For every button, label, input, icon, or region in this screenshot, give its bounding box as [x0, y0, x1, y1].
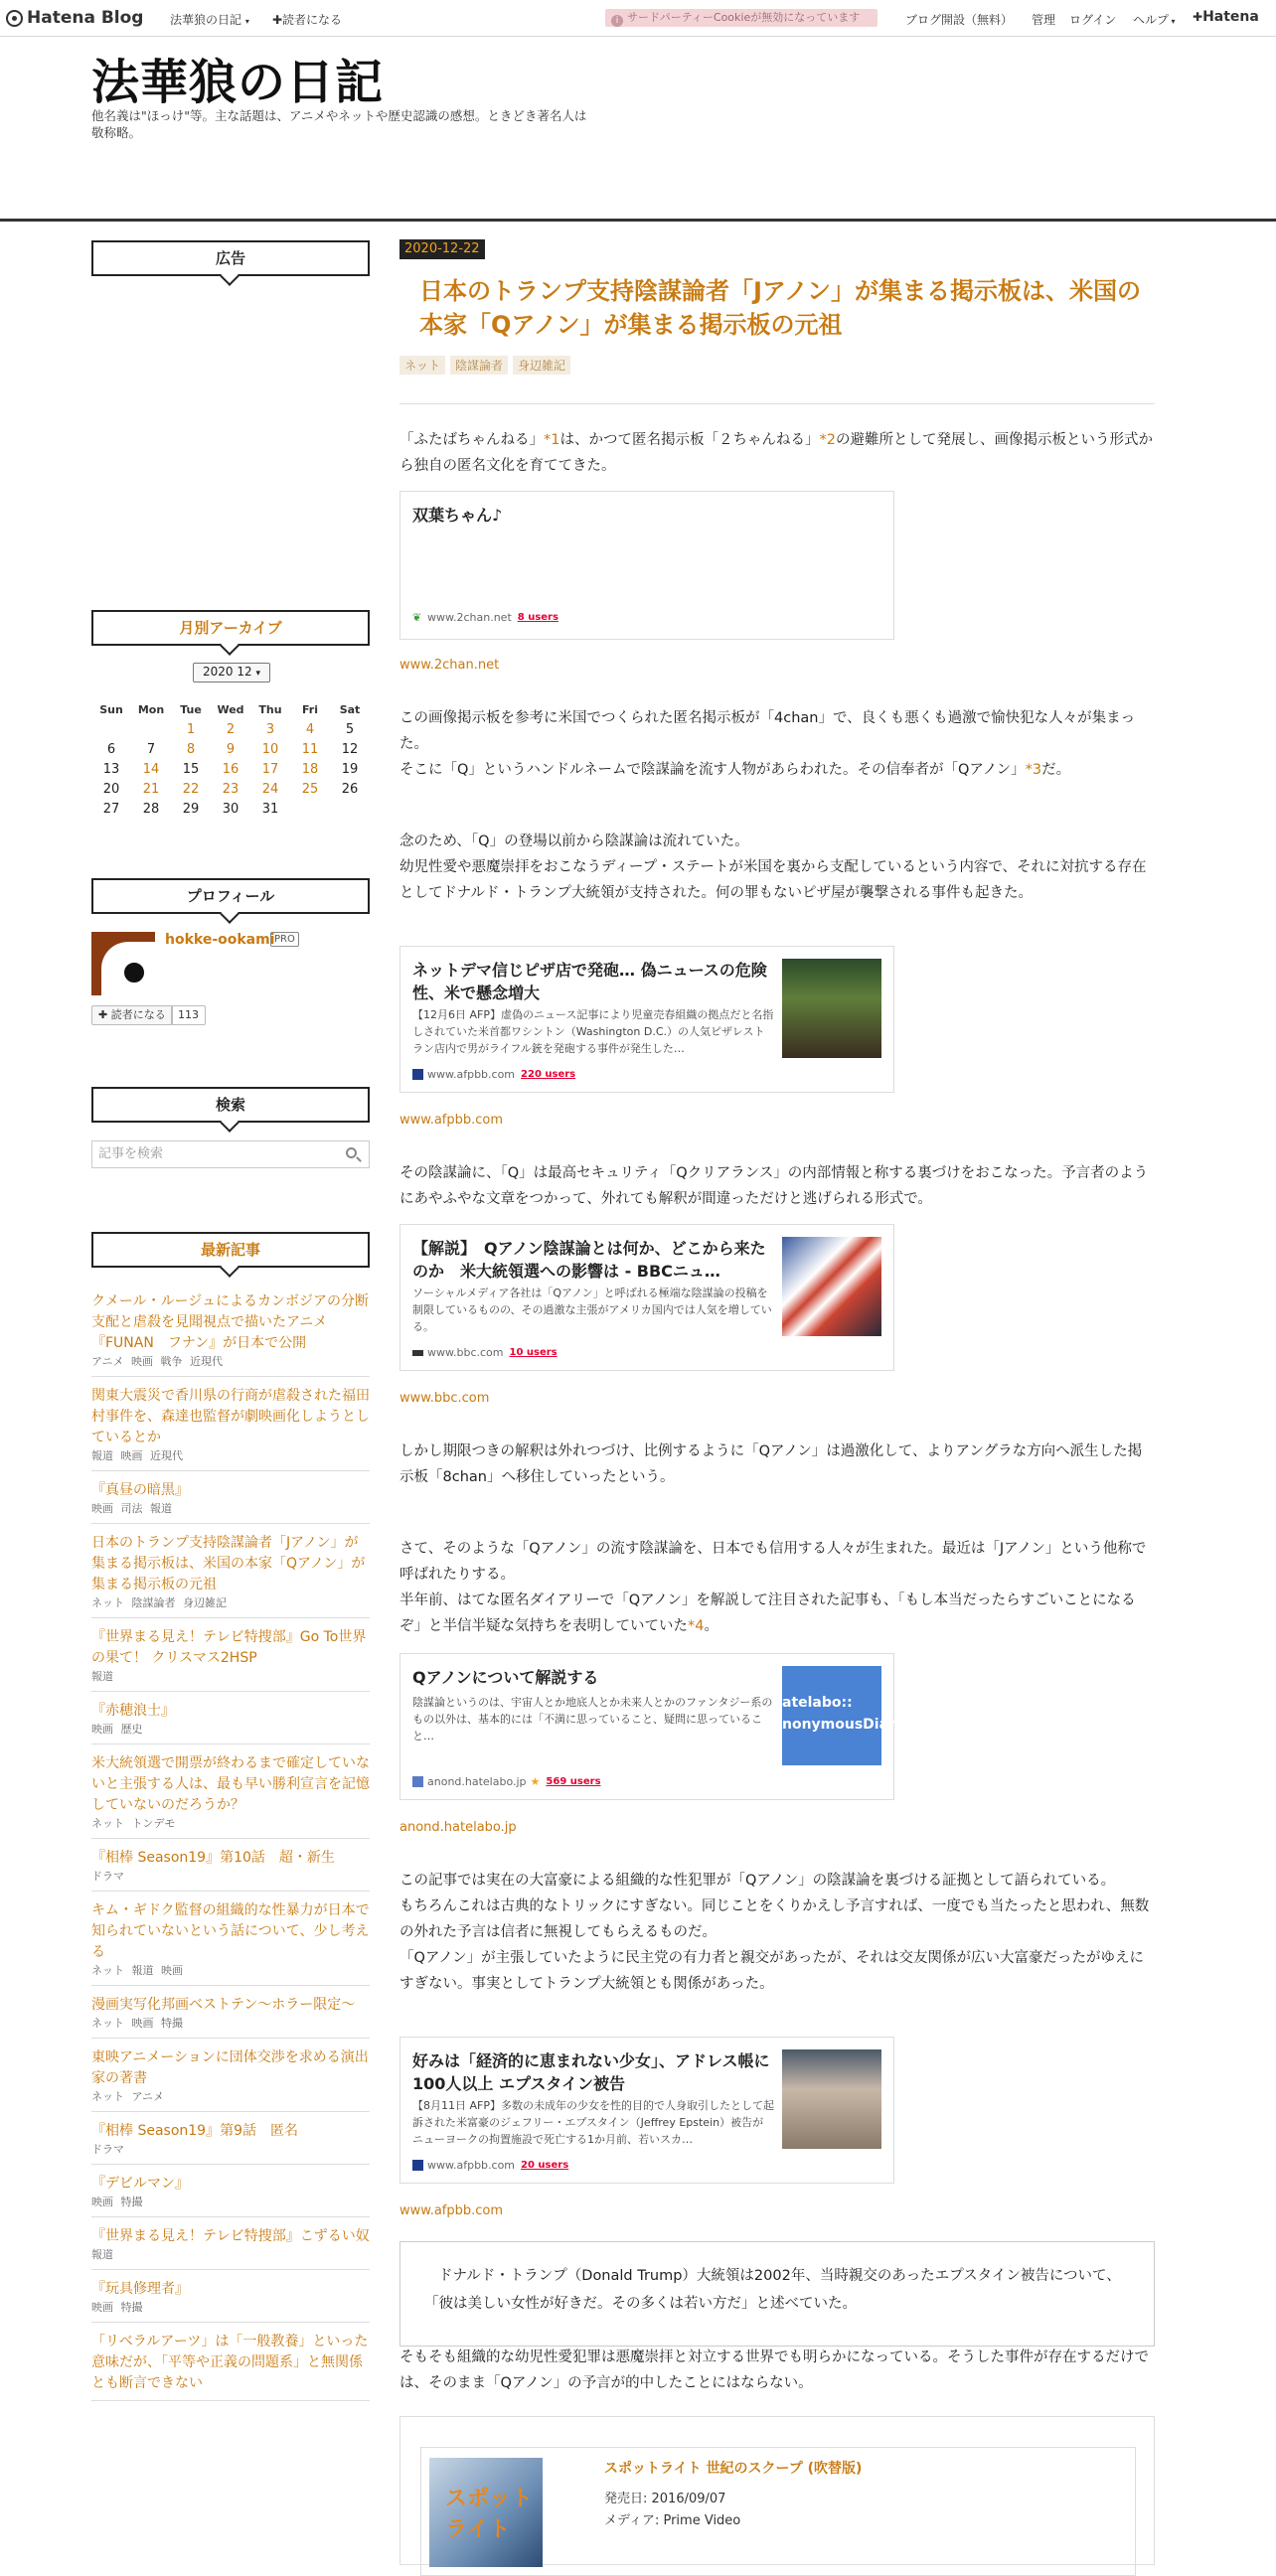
afp-favicon-icon — [412, 1069, 423, 1080]
link-card[interactable] — [399, 2037, 894, 2184]
bookmark-count[interactable]: 10 users — [509, 1347, 558, 1358]
link-card[interactable] — [399, 491, 894, 640]
recent-entry-categories[interactable]: ネット 報道 映画 — [91, 1964, 183, 1977]
calendar-day[interactable]: 25 — [301, 781, 319, 797]
blog-description: 他名義は"ほっけ"等。主な話題は、アニメやネットや歴史認識の感想。ときどき著名人は敬称略。 — [91, 108, 587, 140]
product-title[interactable]: スポットライト 世紀のスクープ (吹替版) — [604, 2461, 863, 2477]
recent-entry-categories[interactable]: 報道 — [91, 2248, 113, 2261]
chevron-down-icon: ▾ — [244, 17, 249, 26]
recent-entry-link[interactable]: 日本のトランプ支持陰謀論者「Jアノン」が集まる掲示板は、米国の本家「Qアノン」が集まる掲示板の元祖 — [91, 1535, 366, 1592]
recent-entry-link[interactable]: 東映アニメーションに団体交渉を求める演出家の著書 — [91, 2049, 369, 2086]
global-header — [0, 0, 1276, 37]
calendar-day[interactable]: 16 — [222, 761, 239, 777]
list-item — [91, 1753, 370, 1839]
hatena-logo-icon: ✚ — [1193, 10, 1203, 24]
follow-link[interactable]: ✚読者になる — [272, 13, 343, 27]
divider — [399, 403, 1155, 404]
recent-entry-link[interactable]: キム・ギドク監督の組織的な性暴力が日本で知られていないという話について、少し考える — [91, 1902, 370, 1960]
calendar-day[interactable]: 9 — [226, 741, 236, 757]
calendar-day[interactable]: 10 — [261, 741, 279, 757]
product-card-inner — [420, 2447, 1136, 2576]
card-footer: www.afpbb.com 20 users — [412, 2159, 568, 2172]
card-description: ソーシャルメディア各社は「Qアノン」と呼ばれる極端な陰謀論の投稿を制限しているものの、その過激な主張がアメリカ国内では人気を増している。 — [412, 1287, 772, 1333]
link-card[interactable] — [399, 1224, 894, 1371]
avatar[interactable] — [91, 932, 155, 995]
search-widget-title: 検索 — [91, 1087, 370, 1123]
open-blog-link[interactable]: ブログ開設（無料） — [905, 13, 1014, 27]
source-link[interactable]: www.2chan.net — [399, 658, 500, 673]
follow-button[interactable]: ✚ 読者になる — [91, 1005, 173, 1025]
recent-entry-link[interactable]: 漫画実写化邦画ベストテン～ホラー限定～ — [91, 1997, 356, 2013]
bookmark-count[interactable]: 8 users — [517, 612, 558, 623]
blog-title[interactable]: 法華狼の日記 — [91, 55, 385, 110]
card-title[interactable]: ネットデマ信じピザ店で発砲… 偽ニュースの危険性、米で懸念増大 — [412, 961, 767, 1002]
recent-entry-categories[interactable]: 映画 特撮 — [91, 2196, 143, 2208]
recent-entry-link[interactable]: 『相棒 Season19』第10話 超・新生 — [91, 1850, 335, 1866]
list-item — [91, 2174, 370, 2217]
paragraph: その陰謀論に、「Q」は最高セキュリティ「Qクリアランス」の内部情報と称する裏づけをおこなった。予言者のようにあやふやな文章をつかって、外れても解釈が間違っただけと逃げられる形式で。 — [399, 1165, 1149, 1207]
list-item — [91, 1480, 370, 1524]
calendar-day[interactable]: 17 — [261, 761, 279, 777]
list-item — [91, 2332, 370, 2401]
archive-widget-title[interactable]: 月別アーカイブ — [91, 610, 370, 646]
search-input[interactable]: 記事を検索 — [91, 1140, 370, 1168]
chevron-down-icon: ▾ — [1169, 17, 1176, 26]
link-card[interactable] — [399, 1653, 894, 1800]
source-link[interactable]: www.bbc.com — [399, 1391, 490, 1406]
hatena-blog-logo[interactable]: Hatena Blog — [6, 8, 143, 28]
card-footer: www.bbc.com 10 users — [412, 1346, 558, 1359]
recent-entry-categories[interactable]: ネット 映画 特撮 — [91, 2017, 183, 2030]
card-footer: www.afpbb.com 220 users — [412, 1068, 575, 1081]
list-item — [91, 2279, 370, 2323]
recent-entry-link[interactable]: 『世界まる見え！テレビ特捜部』Go To世界の果て！ クリスマス2HSP — [91, 1629, 367, 1666]
recent-entry-categories[interactable]: アニメ 映画 戦争 近現代 — [91, 1355, 223, 1368]
list-item — [91, 1995, 370, 2039]
recent-entry-link[interactable]: 『赤穂浪士』 — [91, 1703, 175, 1719]
cookie-notice[interactable]: i サードパーティーCookieが無効になっています — [605, 9, 877, 27]
entry-categories — [399, 356, 575, 375]
card-footer: ❦ www.2chan.net 8 users — [412, 611, 558, 624]
hatelabo-favicon-icon — [412, 1776, 423, 1787]
calendar-day[interactable]: 24 — [261, 781, 279, 797]
recent-entry-categories[interactable]: ネット トンデモ — [91, 1817, 176, 1830]
recent-widget-title[interactable]: 最新記事 — [91, 1232, 370, 1268]
footnote-link[interactable]: *2 — [819, 432, 836, 448]
recent-entry-categories[interactable]: 映画 歴史 — [91, 1723, 143, 1736]
list-item — [91, 1627, 370, 1692]
source-link[interactable]: www.afpbb.com — [399, 2203, 504, 2218]
blockquote: ドナルド・トランプ（Donald Trump）大統領は2002年、当時親交のあったエプスタイン被告について、「彼は美しい女性が好きだ。その多くは若い方だ」と述べていた。 — [399, 2241, 1155, 2347]
archive-month-select[interactable]: 2020 12 ▾ — [193, 663, 270, 682]
pro-badge: PRO — [270, 932, 299, 947]
card-title[interactable]: 好みは「経済的に恵まれない少女」、アドレス帳に100人以上 エプスタイン被告 — [412, 2051, 770, 2093]
list-item — [91, 1848, 370, 1892]
product-image[interactable]: スポットライト — [429, 2458, 543, 2567]
calendar-day[interactable]: 18 — [301, 761, 319, 777]
calendar-day[interactable]: 22 — [182, 781, 200, 797]
calendar-day[interactable]: 3 — [265, 721, 275, 737]
calendar-day[interactable]: 11 — [301, 741, 319, 757]
recent-entry-categories[interactable]: 映画 特撮 — [91, 2301, 143, 2314]
card-title[interactable]: 【解説】 Qアノン陰謀論とは何か、どこから来たのか 米大統領選への影響は - BBCニュ… — [412, 1239, 766, 1281]
recent-entry-categories[interactable]: ドラマ — [91, 2143, 124, 2156]
product-release: 発売日: 2016/09/07 — [604, 2492, 726, 2506]
paragraph: しかし期限つきの解釈は外れつづけ、比例するように「Qアノン」は過激化して、よりアングラな方向へ派生した掲示板「8chan」へ移住していったという。 — [399, 1443, 1143, 1485]
list-item — [91, 1386, 370, 1471]
product-card — [399, 2416, 1155, 2565]
source-link[interactable]: anond.hatelabo.jp — [399, 1820, 517, 1835]
category-tag[interactable]: 身辺雑記 — [513, 356, 570, 375]
product-media: メディア: Prime Video — [604, 2513, 741, 2528]
bookmark-count[interactable]: 220 users — [521, 1069, 576, 1080]
recent-entry-categories[interactable]: ドラマ — [91, 1870, 124, 1883]
paragraph: この画像掲示板を参考に米国でつくられた匿名掲示板が「4chan」で、良くも悪くも過激で愉快犯な人々が集まった。 そこに「Q」というハンドルネームで陰謀論を流す人物があらわれた。その信奉者が「Qアノン」*3だ。 — [399, 710, 1136, 778]
entry-date[interactable]: 2020-12-22 — [399, 239, 485, 259]
recent-entry-link[interactable]: 関東大震災で香川県の行商が虐殺された福田村事件を、森達也監督が劇映画化しようとしているとか — [91, 1388, 370, 1445]
recent-entry-categories[interactable]: ネット 陰謀論者 身辺雑記 — [91, 1596, 227, 1609]
profile-widget-title: プロフィール — [91, 878, 370, 914]
recent-entry-link[interactable]: 『玩具修理者』 — [91, 2281, 189, 2297]
card-thumbnail[interactable] — [782, 1237, 881, 1336]
recent-entry-link[interactable]: 米大統領選で開票が終わるまで確定していないと主張する人は、最も早い勝利宣言を記憶していないのだろうか？ — [91, 1755, 370, 1813]
paragraph: そもそも組織的な幼児性愛犯罪は悪魔崇拝と対立する世界でも明らかになっている。そうした事件が存在するだけでは、そのまま「Qアノン」の予言が的中したことにはならない。 — [399, 2349, 1149, 2391]
footnote-link[interactable]: *1 — [544, 432, 560, 448]
bookmark-count[interactable]: 569 users — [546, 1776, 601, 1787]
recent-entries-list — [91, 1291, 370, 2410]
list-item — [91, 2047, 370, 2112]
recent-entry-link[interactable]: 『真昼の暗黒』 — [91, 1482, 189, 1498]
bookmark-count[interactable]: 20 users — [521, 2160, 569, 2171]
card-thumbnail[interactable] — [782, 959, 881, 1058]
entry-title[interactable]: 日本のトランプ支持陰謀論者「Jアノン」が集まる掲示板は、米国の本家「Qアノン」が集まる掲示板の元祖 — [419, 277, 1142, 339]
card-thumbnail[interactable]: atelabo:: nonymousDiar — [782, 1666, 881, 1765]
list-item — [91, 2226, 370, 2270]
paragraph: さて、そのような「Qアノン」の流す陰謀論を、日本でも信用する人々が生まれた。最近は「Jアノン」という他称で呼ばれたりする。 半年前、はてな匿名ダイアリーで「Qアノン」を解説して注目された記事も、「もし本当だったらすごいことになるぞ」と半信半疑な気持ちを表明していていた*4。 — [399, 1541, 1147, 1634]
recent-entry-categories[interactable]: 報道 — [91, 1670, 113, 1683]
paragraph: この記事では実在の大富豪による組織的な性犯罪が「Qアノン」の陰謀論を裏づける証拠として語られている。 もちろんこれは古典的なトリックにすぎない。同じことをくりかえし予言すれば、一度でも当たったと思われ、無数の外れた予言は信者に無視してもらえるものだ。 「Qアノン」が主張していたように民主党の有力者と親交があったが、それは交友関係が広い大富豪だったがゆえにすぎない。事実としてトランプ大統領とも関係があった。 — [399, 1873, 1150, 1992]
help-menu[interactable]: ヘルプ ▾ — [1133, 13, 1176, 27]
card-title[interactable]: 双葉ちゃん♪ — [412, 506, 503, 525]
ad-widget-title: 広告 — [91, 240, 370, 276]
list-item — [91, 1900, 370, 1986]
info-icon: i — [611, 15, 623, 27]
recent-entry-link[interactable]: クメール・ルージュによるカンボジアの分断支配と虐殺を見聞視点で描いたアニメ『FUNAN フナン』が日本で公開 — [91, 1293, 370, 1351]
recent-entry-link[interactable]: 『世界まる見え！テレビ特捜部』こずるい奴 — [91, 2228, 370, 2244]
recent-entry-categories[interactable]: 映画 司法 報道 — [91, 1502, 172, 1515]
paragraph: 念のため、「Q」の登場以前から陰謀論は流れていた。 幼児性愛や悪魔崇拝をおこなうディープ・ステートが米国を裏から支配しているという内容で、それに対抗する存在としてドナルド・トランプ大統領が支持された。何の罪もないピザ屋が襲撃される事件も起きた。 — [399, 833, 1147, 901]
search-icon[interactable] — [346, 1147, 357, 1158]
manage-link[interactable]: 管理 — [1032, 13, 1056, 27]
chevron-down-icon: ▾ — [255, 669, 260, 679]
calendar-day[interactable]: 21 — [142, 781, 160, 797]
list-item — [91, 1533, 370, 1618]
hatena-logo-icon — [6, 10, 23, 27]
calendar-day[interactable]: 23 — [222, 781, 239, 797]
hatena-link[interactable]: ✚Hatena — [1193, 9, 1259, 25]
recent-entry-categories[interactable]: 報道 映画 近現代 — [91, 1449, 183, 1462]
card-description: 【12月6日 AFP】虚偽のニュース記事により児童売春組織の拠点だと名指しされていた米首都ワシントン（Washington D.C.）の人気ピザレストラン店内で男がライフル銃を発砲する事件が発生した… — [412, 1008, 774, 1055]
recent-entry-link[interactable]: 『相棒 Season19』第9話 匿名 — [91, 2123, 298, 2139]
paragraph: 「ふたばちゃんねる」*1は、かつて匿名掲示板「２ちゃんねる」*2の避難所として発展し、画像掲示板という形式から独自の匿名文化を育ててきた。 — [399, 432, 1153, 474]
calendar-day[interactable]: 2 — [226, 721, 236, 737]
afp-favicon-icon — [412, 2160, 423, 2171]
star-icon: ★ — [530, 1775, 541, 1788]
bbc-favicon-icon — [412, 1350, 423, 1356]
list-item — [91, 1291, 370, 1377]
login-link[interactable]: ログイン — [1069, 13, 1117, 27]
footnote-link[interactable]: *3 — [1025, 762, 1042, 778]
list-item — [91, 2121, 370, 2165]
calendar-day[interactable]: 1 — [186, 721, 196, 737]
calendar-day[interactable]: 4 — [305, 721, 315, 737]
footnote-link[interactable]: *4 — [688, 1618, 705, 1634]
calendar-day[interactable]: 14 — [142, 761, 160, 777]
card-description: 【8月11日 AFP】多数の未成年の少女を性的目的で人身取引したとして起訴された米富豪のジェフリー・エプスタイン（Jeffrey Epstein）被告がニューヨークの拘置施設で死亡する1か月前、若いスカ… — [412, 2099, 774, 2146]
blog-menu[interactable]: 法華狼の日記 ▾ — [170, 13, 249, 27]
profile-name[interactable]: hokke-ookami — [165, 932, 275, 948]
list-item — [91, 1701, 370, 1744]
link-card[interactable] — [399, 946, 894, 1093]
card-thumbnail[interactable] — [782, 2049, 881, 2149]
leaf-favicon-icon: ❦ — [412, 611, 422, 624]
recent-entry-link[interactable]: 「リベラルアーツ」は「一般教養」といった意味だが、「平等や正義の問題系」と無関係とも断言できない — [91, 2334, 369, 2391]
source-link[interactable]: www.afpbb.com — [399, 1113, 504, 1128]
recent-entry-link[interactable]: 『デビルマン』 — [91, 2176, 189, 2192]
archive-calendar: Sun Mon Tue Wed Thu Fri Sat 1 2 3 4 5 6 7 8 9 10 11 12 13 14 15 16 17 18 19 20 21 22 23 24 25 26 27 28 29 30 31 — [99, 702, 361, 817]
category-tag[interactable]: ネット — [399, 356, 445, 375]
card-description: 陰謀論というのは、宇宙人とか地底人とか未来人とかのファンタジー系のもの以外は、基本的には「不満に思っていること、疑問に思っていること… — [412, 1696, 773, 1743]
recent-entry-categories[interactable]: ネット アニメ — [91, 2090, 164, 2103]
follower-count[interactable]: 113 — [171, 1005, 206, 1025]
calendar-day[interactable]: 8 — [186, 741, 196, 757]
card-title[interactable]: Qアノンについて解説する — [412, 1668, 599, 1687]
category-tag[interactable]: 陰謀論者 — [450, 356, 508, 375]
card-footer: anond.hatelabo.jp ★ 569 users — [412, 1775, 601, 1788]
